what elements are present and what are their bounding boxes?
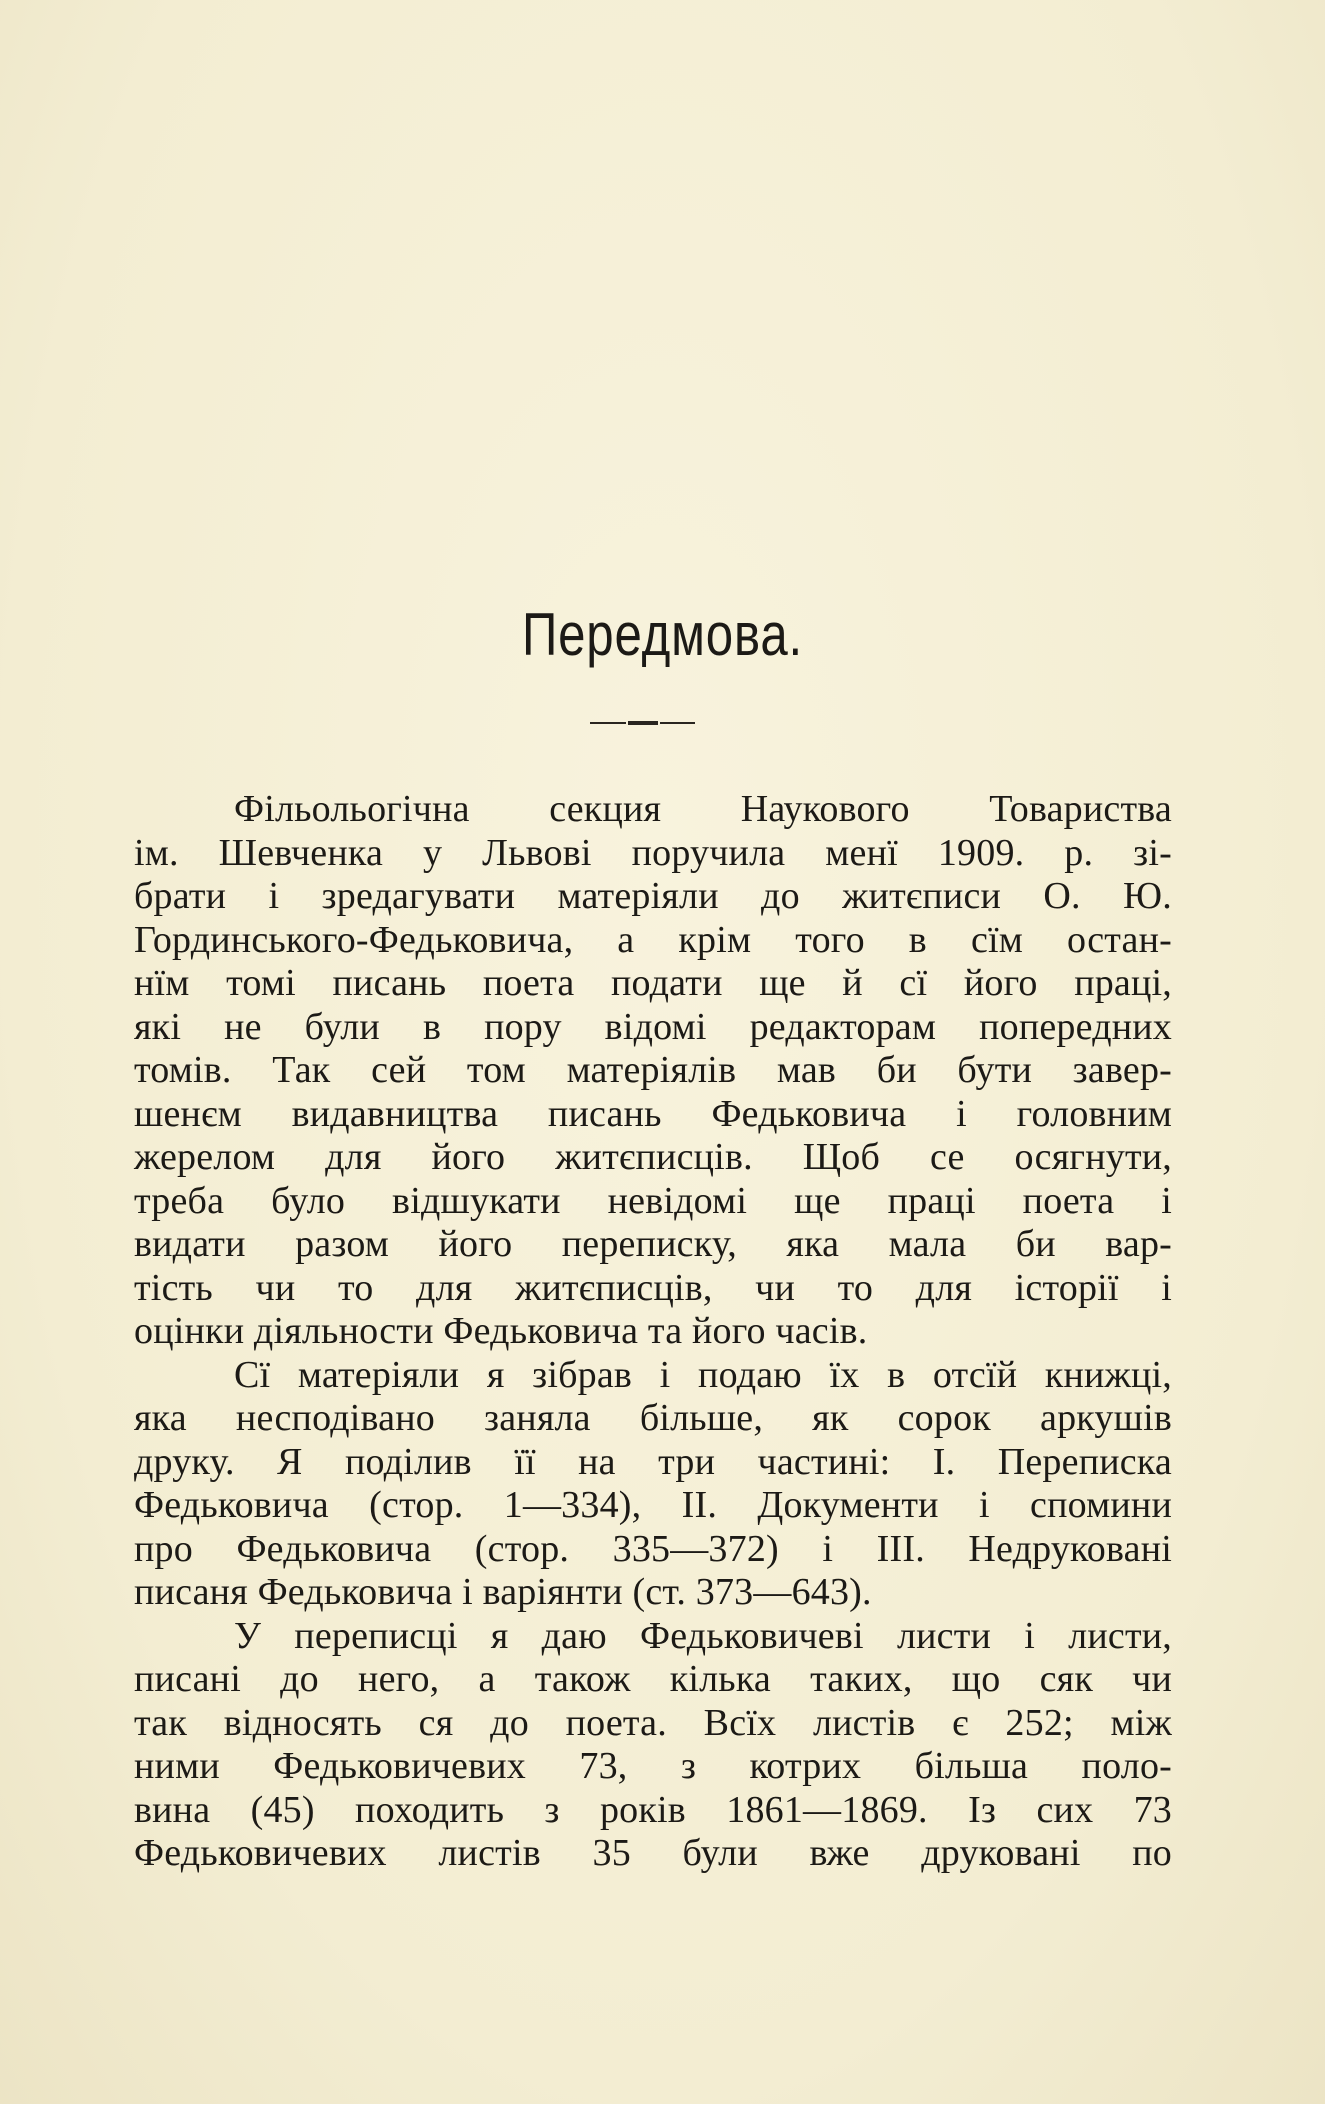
text-line: брати і зредагувати матеріяли до житєписи О. Ю. (134, 875, 1172, 917)
text-line: нїм томі писань поета подати ще й сї його праці, (134, 962, 1172, 1004)
text-line: друку. Я поділив її на три частині: І. Переписка (134, 1440, 1172, 1483)
text-line: видати разом його переписку, яка мала би вар- (134, 1223, 1172, 1265)
text-line: ім. Шевченка у Львові поручила менї 1909. р. зі- (134, 831, 1172, 874)
text-line: Фільольогічна секция Наукового Товариства (234, 788, 1172, 830)
text-line: вина (45) походить з років 1861—1869. Із сих 73 (134, 1788, 1172, 1831)
text-line: писані до него, а також кілька таких, що сяк чи (134, 1658, 1172, 1700)
text-line: яка несподівано заняла більше, як сорок аркушів (134, 1397, 1172, 1439)
text-line: Федьковича (стор. 1—334), II. Документи і спомини (134, 1484, 1172, 1526)
text-line: Федьковичевих листів 35 були вже друковані по (134, 1832, 1172, 1874)
text-line: про Федьковича (стор. 335—372) і III. Недруковані (134, 1527, 1172, 1570)
text-line: оцінки діяльности Федьковича та його часів. (134, 1310, 868, 1352)
body-text (134, 788, 1172, 1876)
text-line: тість чи то для житєписців, чи то для історії і (134, 1266, 1172, 1309)
text-line: так відносять ся до поета. Всїх листів є 252; між (134, 1701, 1172, 1744)
text-line: які не були в пору відомі редакторам попередних (134, 1005, 1172, 1048)
page-title: Передмова. (521, 601, 804, 668)
text-line: томів. Так сей том матеріялів мав би бути завер- (134, 1049, 1172, 1091)
text-line: писаня Федьковича і варіянти (ст. 373—643). (134, 1571, 872, 1613)
text-line: треба було відшукати невідомі ще праці поета і (134, 1179, 1172, 1222)
text-line: Гординського-Федьковича, а крім того в сїм остан- (134, 918, 1172, 961)
text-line: ними Федьковичевих 73, з котрих більша поло- (134, 1745, 1172, 1787)
text-line: У переписці я даю Федьковичеві листи і листи, (234, 1614, 1172, 1657)
text-line: шенєм видавництва писань Федьковича і головним (134, 1092, 1172, 1135)
text-line: жерелом для його житєписців. Щоб се осягнути, (134, 1136, 1172, 1178)
text-line: Сї матеріяли я зібрав і подаю їх в отсїй книжці, (234, 1353, 1172, 1396)
title-ornament-divider (590, 721, 695, 725)
